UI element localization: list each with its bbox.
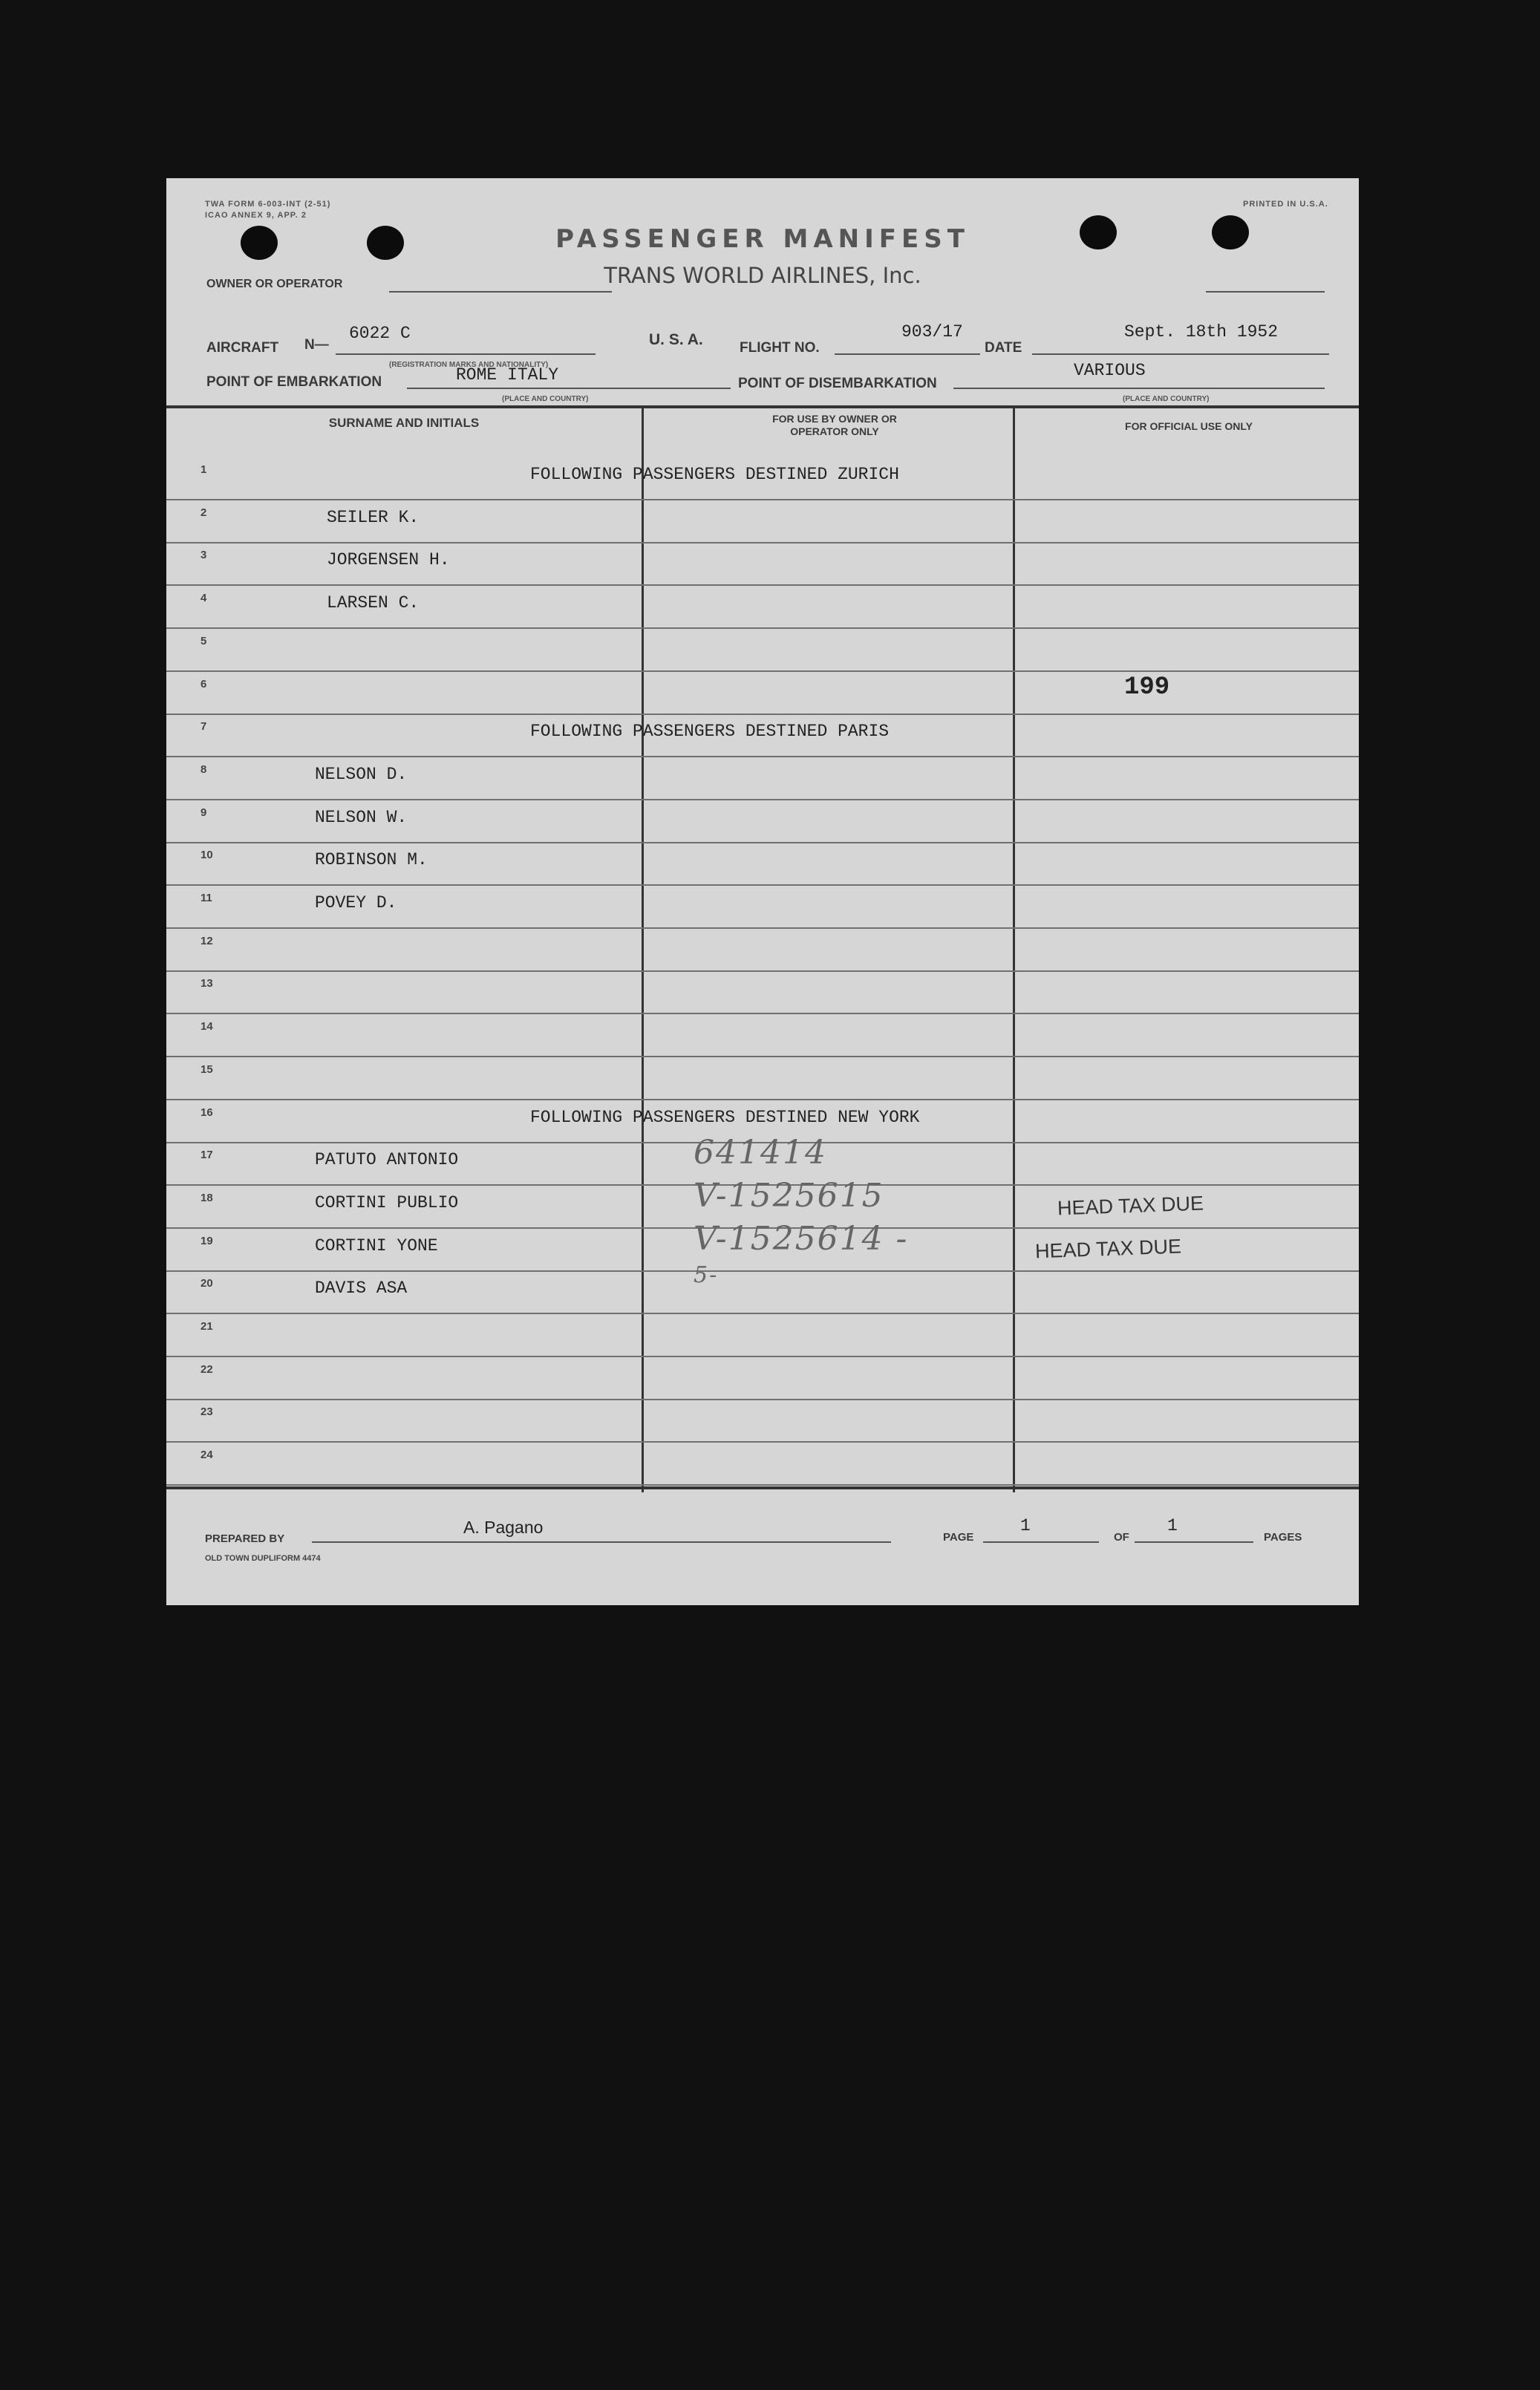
page-label: PAGE bbox=[943, 1531, 974, 1544]
passenger-name: LARSEN C. bbox=[327, 593, 420, 613]
form-id: TWA FORM 6-003-INT (2-51) bbox=[205, 200, 331, 209]
annex-ref: ICAO ANNEX 9, APP. 2 bbox=[205, 211, 307, 220]
destination-note: FOLLOWING PASSENGERS DESTINED ZURICH bbox=[530, 465, 899, 484]
row-rule bbox=[166, 542, 1359, 543]
owner-use-entry: 5- bbox=[694, 1262, 719, 1288]
page-line bbox=[983, 1541, 1099, 1543]
flight-line bbox=[835, 353, 980, 355]
row-rule bbox=[166, 627, 1359, 629]
row-number: 12 bbox=[200, 935, 213, 947]
date-label: DATE bbox=[985, 340, 1022, 356]
row-rule bbox=[166, 499, 1359, 500]
row-number: 21 bbox=[200, 1320, 213, 1333]
owner-use-entry: V-1525615 bbox=[694, 1177, 884, 1215]
page-total-line bbox=[1135, 1541, 1253, 1543]
aircraft-prefix: N— bbox=[304, 337, 329, 353]
row-number: 19 bbox=[200, 1235, 213, 1247]
disembarkation-label: POINT OF DISEMBARKATION bbox=[738, 376, 937, 391]
row-number: 14 bbox=[200, 1020, 213, 1033]
passenger-name: PATUTO ANTONIO bbox=[315, 1150, 459, 1169]
owner-use-entry: 641414 bbox=[694, 1134, 827, 1172]
printed-note: PRINTED IN U.S.A. bbox=[1243, 200, 1328, 209]
row-rule bbox=[166, 670, 1359, 672]
row-rule bbox=[166, 799, 1359, 800]
manifest-title: PASSENGER MANIFEST bbox=[555, 224, 970, 254]
passenger-name: JORGENSEN H. bbox=[327, 550, 450, 569]
row-rule bbox=[166, 1013, 1359, 1014]
column-divider bbox=[642, 405, 644, 1492]
row-number: 13 bbox=[200, 977, 213, 990]
airline-name: TRANS WORLD AIRLINES, Inc. bbox=[604, 263, 921, 288]
destination-note: FOLLOWING PASSENGERS DESTINED PARIS bbox=[530, 722, 890, 741]
row-rule bbox=[166, 1399, 1359, 1400]
official-use-entry: 199 bbox=[1124, 673, 1170, 702]
owner-use-entry: V-1525614 - bbox=[694, 1220, 909, 1258]
row-rule bbox=[166, 927, 1359, 929]
row-rule bbox=[166, 584, 1359, 586]
row-rule bbox=[166, 714, 1359, 715]
passenger-name: CORTINI PUBLIO bbox=[315, 1193, 459, 1212]
row-rule bbox=[166, 756, 1359, 757]
page-total: 1 bbox=[1167, 1516, 1178, 1535]
aircraft-label: AIRCRAFT bbox=[206, 340, 279, 356]
row-number: 15 bbox=[200, 1063, 213, 1076]
col-header-official-use: FOR OFFICIAL USE ONLY bbox=[1125, 420, 1253, 432]
flight-label: FLIGHT NO. bbox=[740, 340, 820, 356]
row-number: 11 bbox=[200, 892, 212, 904]
column-divider bbox=[1013, 405, 1015, 1492]
row-number: 24 bbox=[200, 1449, 213, 1461]
passenger-name: ROBINSON M. bbox=[315, 850, 428, 869]
passenger-name: DAVIS ASA bbox=[315, 1279, 408, 1298]
embarkation-value: ROME ITALY bbox=[456, 365, 559, 385]
row-rule bbox=[166, 1056, 1359, 1057]
owner-label: OWNER OR OPERATOR bbox=[206, 278, 343, 290]
row-rule bbox=[166, 1099, 1359, 1100]
date-line bbox=[1032, 353, 1329, 355]
row-number: 8 bbox=[200, 763, 207, 776]
flight-number: 903/17 bbox=[901, 322, 963, 342]
aircraft-note: (REGISTRATION MARKS AND NATIONALITY) bbox=[389, 361, 549, 369]
owner-line bbox=[1206, 291, 1325, 293]
row-number: 23 bbox=[200, 1405, 213, 1418]
disembarkation-place-note: (PLACE AND COUNTRY) bbox=[1123, 395, 1210, 403]
row-number: 6 bbox=[200, 678, 207, 690]
pages-label: PAGES bbox=[1264, 1531, 1302, 1544]
row-rule bbox=[166, 1484, 1359, 1486]
table-bottom-rule bbox=[166, 1486, 1359, 1489]
official-use-entry: HEAD TAX DUE bbox=[1034, 1235, 1182, 1263]
passenger-name: SEILER K. bbox=[327, 508, 420, 527]
embarkation-place-note: (PLACE AND COUNTRY) bbox=[502, 395, 589, 403]
row-number: 18 bbox=[200, 1192, 213, 1204]
prepared-value: A. Pagano bbox=[463, 1518, 544, 1537]
page-number: 1 bbox=[1020, 1516, 1031, 1535]
disembarkation-line bbox=[953, 388, 1325, 389]
owner-line bbox=[389, 291, 612, 293]
prepared-label: PREPARED BY bbox=[205, 1532, 285, 1545]
embarkation-label: POINT OF EMBARKATION bbox=[206, 374, 382, 390]
passenger-name: NELSON W. bbox=[315, 808, 408, 827]
row-rule bbox=[166, 1356, 1359, 1357]
row-number: 7 bbox=[200, 720, 207, 733]
row-rule bbox=[166, 1313, 1359, 1314]
row-rule bbox=[166, 1270, 1359, 1272]
row-number: 3 bbox=[200, 549, 207, 561]
row-number: 20 bbox=[200, 1277, 213, 1290]
row-number: 5 bbox=[200, 635, 207, 647]
row-number: 22 bbox=[200, 1363, 213, 1376]
row-rule bbox=[166, 970, 1359, 972]
embarkation-line bbox=[407, 388, 731, 389]
col-header-owner-use: FOR USE BY OWNER OR OPERATOR ONLY bbox=[772, 413, 897, 437]
passenger-name: NELSON D. bbox=[315, 765, 408, 784]
official-use-entry: HEAD TAX DUE bbox=[1057, 1192, 1204, 1220]
row-rule bbox=[166, 1441, 1359, 1443]
passenger-name: CORTINI YONE bbox=[315, 1236, 438, 1256]
destination-note: FOLLOWING PASSENGERS DESTINED NEW YORK bbox=[530, 1108, 920, 1127]
of-label: OF bbox=[1114, 1531, 1129, 1544]
disembarkation-value: VARIOUS bbox=[1074, 361, 1146, 380]
col-header-surname: SURNAME AND INITIALS bbox=[328, 416, 480, 430]
passenger-name: POVEY D. bbox=[315, 893, 397, 912]
row-number: 17 bbox=[200, 1149, 213, 1161]
row-rule bbox=[166, 884, 1359, 886]
footer-form: OLD TOWN DUPLIFORM 4474 bbox=[205, 1554, 321, 1563]
manifest-sheet bbox=[166, 178, 1359, 1605]
header-rule bbox=[166, 405, 1359, 408]
row-number: 2 bbox=[200, 506, 207, 519]
date-value: Sept. 18th 1952 bbox=[1124, 322, 1279, 342]
prepared-line bbox=[312, 1541, 891, 1543]
row-number: 4 bbox=[200, 592, 207, 604]
aircraft-number: 6022 C bbox=[349, 324, 411, 343]
row-rule bbox=[166, 842, 1359, 843]
row-number: 10 bbox=[200, 849, 213, 861]
nationality: U. S. A. bbox=[649, 331, 703, 348]
row-number: 16 bbox=[200, 1106, 213, 1119]
aircraft-line bbox=[336, 353, 596, 355]
row-number: 9 bbox=[200, 806, 207, 819]
row-number: 1 bbox=[200, 463, 207, 476]
